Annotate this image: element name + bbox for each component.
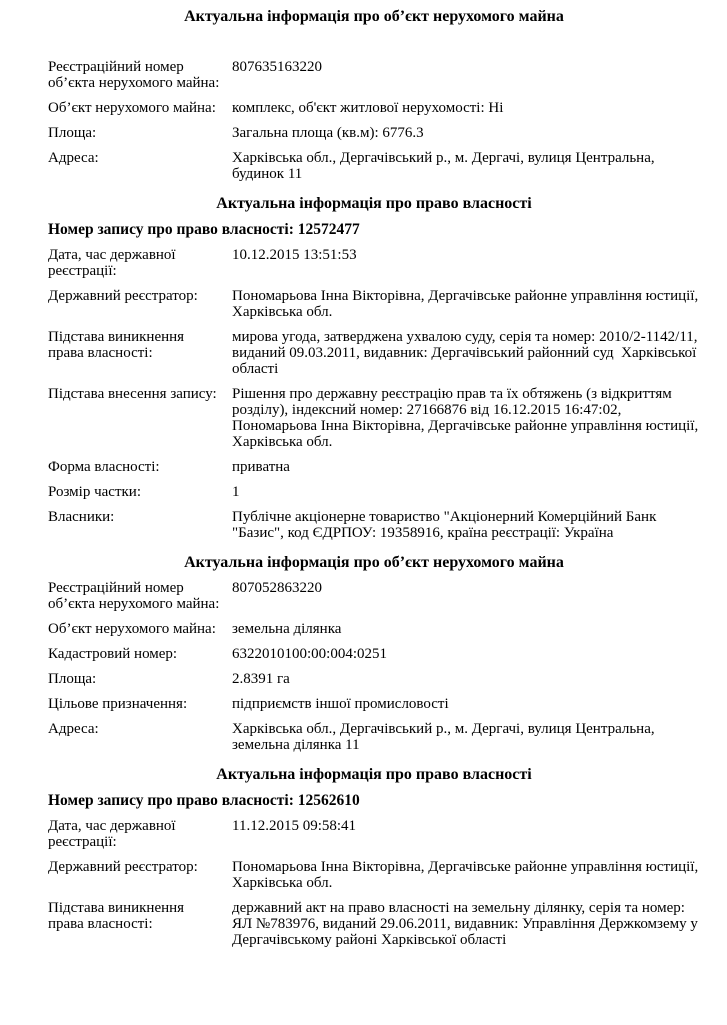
field-value: 11.12.2015 09:58:41 [232,818,357,834]
field-label: Дата, час державної реєстрації: [48,818,176,850]
record-number-line: Номер запису про право власності: 12562610 [48,792,360,809]
field-row [48,484,700,500]
field-value: Рішення про державну реєстрацію прав та їх обтяжень (з відкриттям розділу), індексний номер: 27166876 від 16.12.2015 16:47:02, Пономарьова Інна Вікторівна, Дергачівське районне управління юстиції, Харківська обл. [232,386,702,450]
field-row [48,288,700,320]
section-title: Актуальна інформація про право власності [216,766,532,783]
field-value: 807635163220 [232,59,322,75]
field-row [48,580,700,612]
field-row [48,696,700,712]
field-label: Реєстраційний номер об’єкта нерухомого майна: [48,59,220,91]
field-label: Підстава виникнення права власності: [48,329,185,361]
field-value: мирова угода, затверджена ухвалою суду, серія та номер: 2010/2-1142/11, виданий 09.03.2011, видавник: Дергачівський районний суд Харківської області [232,329,702,377]
field-label: Державний реєстратор: [48,288,198,304]
field-row [48,818,700,850]
field-value: Пономарьова Інна Вікторівна, Дергачівське районне управління юстиції, Харківська обл. [232,288,702,320]
field-row [48,859,700,891]
field-row [48,100,700,116]
field-row [48,125,700,141]
field-row [48,721,700,753]
field-label: Форма власності: [48,459,160,475]
field-value: приватна [232,459,290,475]
field-label: Кадастровий номер: [48,646,178,662]
property-object-section [48,8,700,182]
field-row [48,247,700,279]
field-label: Власники: [48,509,115,525]
field-label: Розмір частки: [48,484,141,500]
field-row [48,671,700,687]
field-value: 1 [232,484,240,500]
field-value: Публічне акціонерне товариство "Акціонерний Комерційний Банк "Базис", код ЄДРПОУ: 19358916, країна реєстрації: Україна [232,509,661,541]
section-title: Актуальна інформація про об’єкт нерухомого майна [184,554,564,571]
record-number-line: Номер запису про право власності: 12572477 [48,221,360,238]
field-value: 2.8391 га [232,671,290,687]
field-label: Об’єкт нерухомого майна: [48,100,216,116]
field-value: комплекс, об'єкт житлової нерухомості: Ні [232,100,504,116]
field-value: 10.12.2015 13:51:53 [232,247,357,263]
field-label: Площа: [48,125,97,141]
field-label: Адреса: [48,150,99,166]
field-row [48,329,700,377]
field-row [48,386,700,450]
field-value: 6322010100:00:004:0251 [232,646,388,662]
field-label: Об’єкт нерухомого майна: [48,621,216,637]
field-label: Державний реєстратор: [48,859,198,875]
field-label: Дата, час державної реєстрації: [48,247,176,279]
field-row [48,900,700,948]
property-object-section [48,554,700,753]
field-value: Пономарьова Інна Вікторівна, Дергачівське районне управління юстиції, Харківська обл. [232,859,702,891]
field-row [48,509,700,541]
field-value: земельна ділянка [232,621,342,637]
section-title: Актуальна інформація про об’єкт нерухомого майна [184,8,564,25]
section-title: Актуальна інформація про право власності [216,195,532,212]
field-row [48,150,700,182]
field-value: Загальна площа (кв.м): 6776.3 [232,125,424,141]
field-label: Площа: [48,671,97,687]
field-value: 807052863220 [232,580,322,596]
field-value: державний акт на право власності на земельну ділянку, серія та номер: ЯЛ №783976, виданий 29.06.2011, видавник: Управління Держкомзему у Дергачівському районі Харківської області [232,900,702,948]
field-row [48,459,700,475]
field-label: Цільове призначення: [48,696,188,712]
field-label: Підстава виникнення права власності: [48,900,185,932]
ownership-right-section [48,195,700,541]
field-value: Харківська обл., Дергачівський р., м. Дергачі, вулиця Центральна, земельна ділянка 11 [232,721,659,753]
field-label: Реєстраційний номер об’єкта нерухомого майна: [48,580,220,612]
field-row [48,621,700,637]
field-row [48,646,700,662]
field-label: Адреса: [48,721,99,737]
field-label: Підстава внесення запису: [48,386,217,402]
field-row [48,59,700,91]
field-value: Харківська обл., Дергачівський р., м. Дергачі, вулиця Центральна, будинок 11 [232,150,659,182]
ownership-right-section [48,766,700,948]
field-value: підприємств іншої промисловості [232,696,449,712]
